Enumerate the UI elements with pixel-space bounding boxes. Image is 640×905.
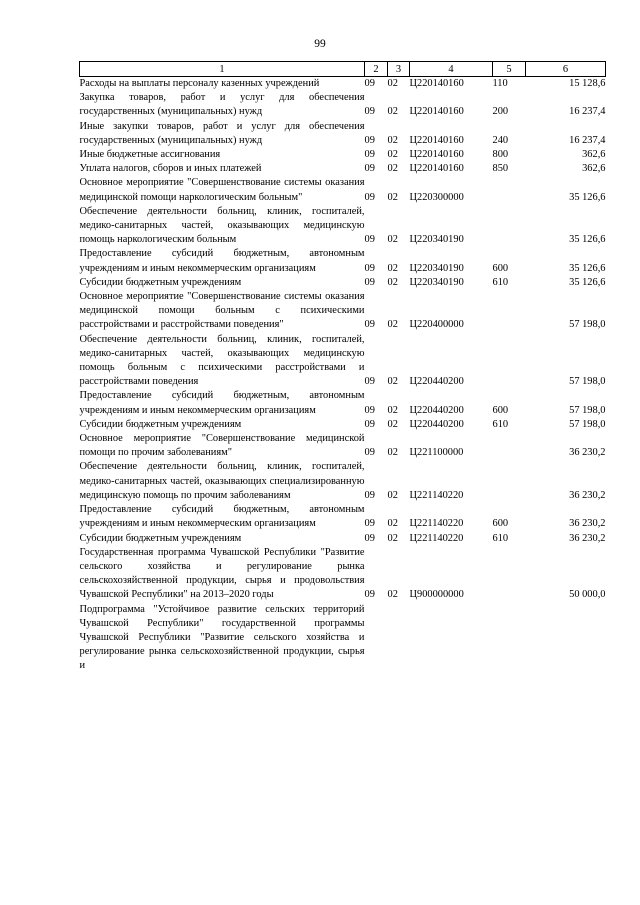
row-section: 09 xyxy=(364,78,375,89)
row-subsection: 02 xyxy=(387,489,398,501)
row-target-article: Ц220340190 xyxy=(409,276,464,288)
row-amount: 36 230,2 xyxy=(569,532,606,544)
row-expense-type: 610 xyxy=(492,276,509,288)
row-target-article: Ц220140160 xyxy=(409,134,464,146)
table-header-row xyxy=(80,62,606,77)
row-name: Субсидии бюджетным учреждениям xyxy=(79,418,242,430)
row-subsection: 02 xyxy=(387,191,398,203)
table-row xyxy=(80,460,606,503)
row-target-article: Ц220300000 xyxy=(409,191,464,203)
row-subsection: 02 xyxy=(387,234,398,246)
row-expense-type: 850 xyxy=(492,163,509,175)
row-section: 09 xyxy=(364,418,375,430)
header-col-2: 2 xyxy=(365,62,388,77)
row-amount xyxy=(526,603,606,674)
row-target-article xyxy=(410,603,493,674)
row-subsection: 02 xyxy=(387,78,398,89)
row-amount: 57 198,0 xyxy=(569,404,606,416)
row-name: Расходы на выплаты персоналу казенных учреждений xyxy=(79,78,320,89)
row-amount: 35 126,6 xyxy=(569,262,606,274)
table-row xyxy=(80,77,606,92)
row-amount: 16 237,4 xyxy=(569,134,606,146)
row-amount: 36 230,2 xyxy=(569,489,606,501)
row-target-article: Ц221140220 xyxy=(409,489,464,501)
row-name: Государственная программа Чувашской Республики "Развитие сельского хозяйства и регулирование рынка сельскохозяйственной продукции, сырья и продовольствия Чувашской Республики" на 2013–2020 годы xyxy=(79,546,365,601)
row-section: 09 xyxy=(364,518,375,530)
row-section: 09 xyxy=(364,191,375,203)
row-subsection: 02 xyxy=(387,106,398,118)
table-row xyxy=(80,120,606,148)
header-col-1: 1 xyxy=(80,62,365,77)
row-subsection: 02 xyxy=(387,404,398,416)
row-amount: 50 000,0 xyxy=(569,589,606,601)
row-amount: 35 126,6 xyxy=(569,234,606,246)
row-name: Основное мероприятие "Совершенствование медицинской помощи по прочим заболеваниям" xyxy=(79,433,365,459)
row-amount: 36 230,2 xyxy=(569,447,606,459)
table-row xyxy=(80,205,606,248)
table-body xyxy=(80,77,606,674)
row-expense-type xyxy=(493,460,526,503)
row-expense-type: 600 xyxy=(492,518,509,530)
row-expense-type xyxy=(493,176,526,204)
row-subsection xyxy=(388,603,410,674)
table-row xyxy=(80,176,606,204)
row-target-article: Ц221140220 xyxy=(409,532,464,544)
row-expense-type xyxy=(493,290,526,333)
row-amount: 57 198,0 xyxy=(569,319,606,331)
row-expense-type: 600 xyxy=(492,262,509,274)
row-name: Иные закупки товаров, работ и услуг для обеспечения государственных (муниципальных) нужд xyxy=(79,120,365,146)
row-name: Основное мероприятие "Совершенствование системы оказания медицинской помощи больным с психическими расстройствами и расстройствами поведения" xyxy=(79,291,365,331)
row-name: Иные бюджетные ассигнования xyxy=(79,149,221,161)
row-amount: 57 198,0 xyxy=(569,418,606,430)
row-expense-type xyxy=(493,546,526,603)
row-name: Субсидии бюджетным учреждениям xyxy=(79,276,242,288)
row-subsection: 02 xyxy=(387,518,398,530)
row-section: 09 xyxy=(364,319,375,331)
row-amount: 15 128,6 xyxy=(569,78,606,89)
row-amount: 35 126,6 xyxy=(569,276,606,288)
row-amount: 57 198,0 xyxy=(569,376,606,388)
row-subsection: 02 xyxy=(387,163,398,175)
row-section: 09 xyxy=(364,234,375,246)
table-row xyxy=(80,247,606,275)
table-row xyxy=(80,276,606,290)
row-section: 09 xyxy=(364,376,375,388)
row-subsection: 02 xyxy=(387,134,398,146)
row-amount: 35 126,6 xyxy=(569,191,606,203)
row-target-article: Ц221100000 xyxy=(409,447,464,459)
table-row xyxy=(80,503,606,531)
row-amount: 362,6 xyxy=(582,149,606,161)
row-name: Предоставление субсидий бюджетным, автономным учреждениям и иным некоммерческим организациям xyxy=(79,248,365,274)
row-section: 09 xyxy=(364,447,375,459)
row-section: 09 xyxy=(364,404,375,416)
table-row xyxy=(80,603,606,674)
table-row xyxy=(80,389,606,417)
row-target-article: Ц220440200 xyxy=(409,376,464,388)
row-name: Закупка товаров, работ и услуг для обеспечения государственных (муниципальных) нужд xyxy=(79,92,365,118)
row-target-article: Ц220140160 xyxy=(409,78,464,89)
row-target-article: Ц220440200 xyxy=(409,404,464,416)
row-expense-type: 800 xyxy=(492,149,509,161)
row-name: Подпрограмма "Устойчивое развитие сельских территорий Чувашской Республики" государственной программы Чувашской Республики "Развитие сельского хозяйства и регулирование рынка сельскохозяйственной продукции, сырья и xyxy=(79,603,365,672)
table-row xyxy=(80,290,606,333)
row-subsection: 02 xyxy=(387,149,398,161)
row-target-article: Ц220400000 xyxy=(409,319,464,331)
row-subsection: 02 xyxy=(387,262,398,274)
row-name: Обеспечение деятельности больниц, клиник, госпиталей, медико-санитарных частей, оказывающих медицинскую помощь наркологическим больным xyxy=(79,205,365,246)
page-number: 99 xyxy=(314,38,326,50)
row-target-article: Ц220140160 xyxy=(409,149,464,161)
table-row xyxy=(80,546,606,603)
row-section: 09 xyxy=(364,163,375,175)
row-section: 09 xyxy=(364,149,375,161)
row-target-article: Ц900000000 xyxy=(409,589,464,601)
row-name: Субсидии бюджетным учреждениям xyxy=(79,532,242,544)
row-section: 09 xyxy=(364,134,375,146)
row-section: 09 xyxy=(364,276,375,288)
row-subsection: 02 xyxy=(387,319,398,331)
row-section: 09 xyxy=(364,589,375,601)
row-expense-type: 600 xyxy=(492,404,509,416)
budget-table xyxy=(79,61,606,674)
row-expense-type: 610 xyxy=(492,532,509,544)
row-expense-type xyxy=(493,333,526,390)
table-row xyxy=(80,91,606,119)
row-expense-type: 200 xyxy=(492,106,509,118)
row-expense-type xyxy=(493,603,526,674)
row-expense-type: 110 xyxy=(492,78,508,89)
row-section xyxy=(365,603,388,674)
row-section: 09 xyxy=(364,262,375,274)
row-target-article: Ц220440200 xyxy=(409,418,464,430)
row-expense-type: 240 xyxy=(492,134,509,146)
row-subsection: 02 xyxy=(387,589,398,601)
row-amount: 362,6 xyxy=(582,163,606,175)
row-name: Предоставление субсидий бюджетным, автономным учреждениям и иным некоммерческим организациям xyxy=(79,390,365,416)
table-row xyxy=(80,148,606,162)
header-col-3: 3 xyxy=(388,62,410,77)
row-target-article: Ц220140160 xyxy=(409,163,464,175)
row-expense-type xyxy=(493,432,526,460)
row-subsection: 02 xyxy=(387,418,398,430)
header-col-5: 5 xyxy=(493,62,526,77)
table-row xyxy=(80,418,606,432)
row-expense-type: 610 xyxy=(492,418,509,430)
row-subsection: 02 xyxy=(387,276,398,288)
row-section: 09 xyxy=(364,489,375,501)
table-row xyxy=(80,432,606,460)
row-target-article: Ц221140220 xyxy=(409,518,464,530)
row-name: Обеспечение деятельности больниц, клиник, госпиталей, медико-санитарных частей, оказывающих специализированную медицинскую помощь по прочим заболеваниям xyxy=(79,461,365,501)
header-col-6: 6 xyxy=(526,62,606,77)
table-row xyxy=(80,532,606,546)
row-subsection: 02 xyxy=(387,376,398,388)
row-target-article: Ц220340190 xyxy=(409,234,464,246)
row-target-article: Ц220140160 xyxy=(409,106,464,118)
row-name: Обеспечение деятельности больниц, клиник, госпиталей, медико-санитарных частей, оказывающих медицинскую помощь больным с психическими расстройствами и расстройствами поведения xyxy=(79,333,365,388)
row-name: Предоставление субсидий бюджетным, автономным учреждениям и иным некоммерческим организациям xyxy=(79,504,365,530)
row-subsection: 02 xyxy=(387,532,398,544)
header-col-4: 4 xyxy=(410,62,493,77)
table-row xyxy=(80,162,606,176)
row-subsection: 02 xyxy=(387,447,398,459)
row-expense-type xyxy=(493,205,526,248)
row-amount: 36 230,2 xyxy=(569,518,606,530)
row-name: Основное мероприятие "Совершенствование системы оказания медицинской помощи наркологическим больным" xyxy=(79,177,365,203)
row-target-article: Ц220340190 xyxy=(409,262,464,274)
row-section: 09 xyxy=(364,106,375,118)
table-row xyxy=(80,333,606,390)
row-name: Уплата налогов, сборов и иных платежей xyxy=(79,163,262,175)
row-amount: 16 237,4 xyxy=(569,106,606,118)
row-section: 09 xyxy=(364,532,375,544)
